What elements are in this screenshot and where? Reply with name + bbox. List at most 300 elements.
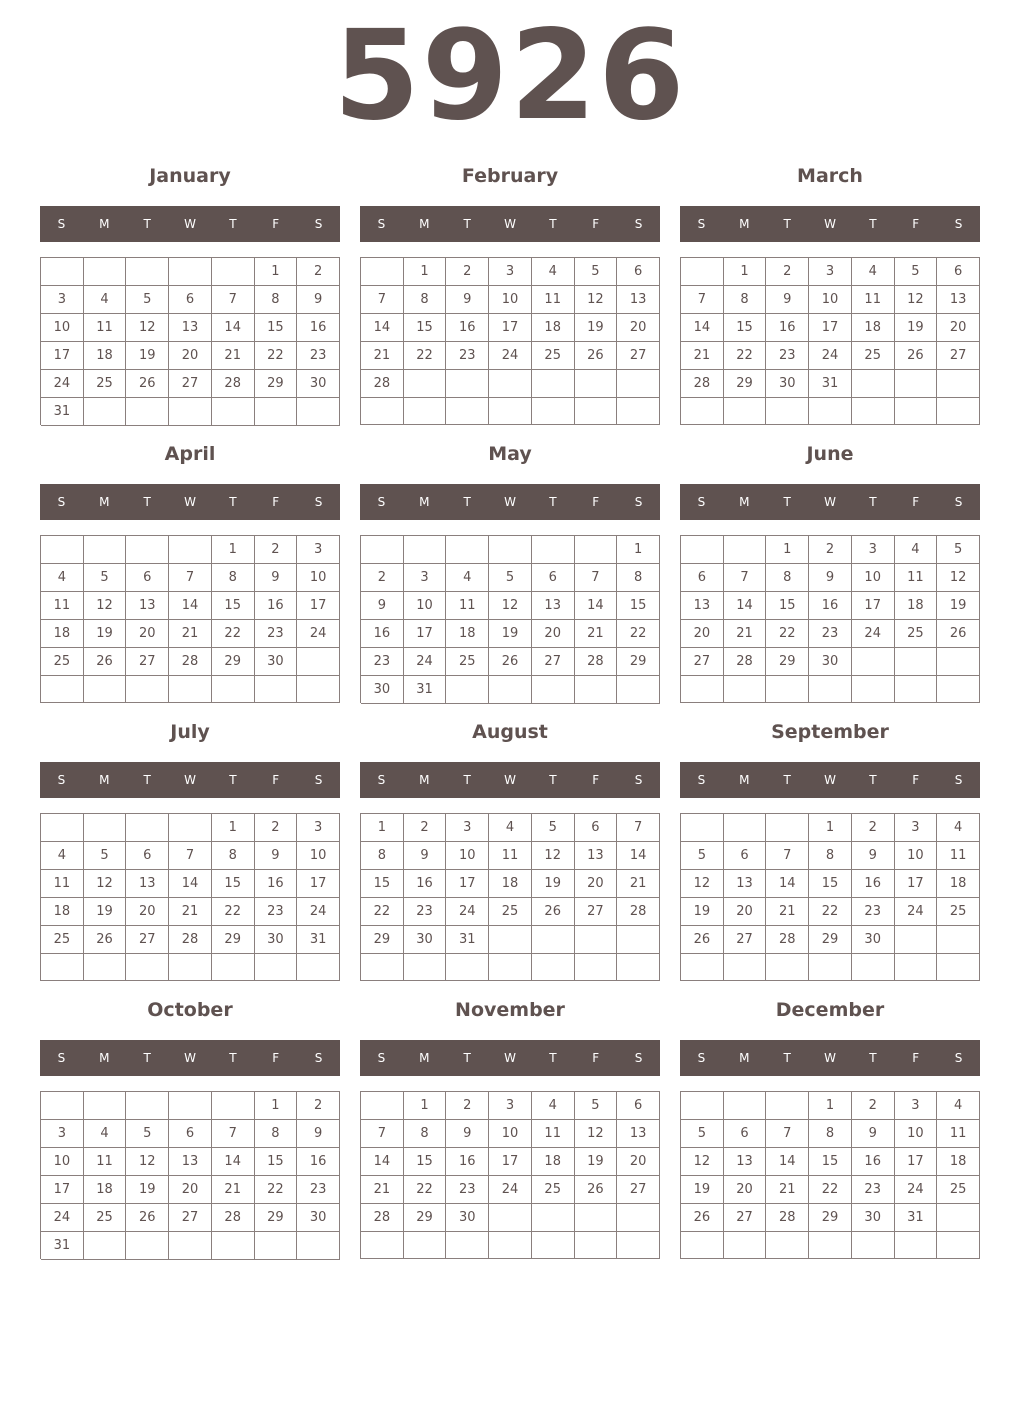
day-cell: 20 [937,314,980,342]
day-cell: 14 [212,1148,255,1176]
day-cell [852,676,895,703]
day-cell: 29 [212,926,255,954]
day-cell: 13 [169,314,212,342]
day-cell: 3 [809,258,852,286]
day-cell [766,954,809,981]
day-cell: 12 [532,842,575,870]
day-cell: 3 [297,536,340,564]
day-cell: 13 [724,1148,767,1176]
day-cell: 22 [255,342,298,370]
day-cell [169,676,212,703]
day-cell: 29 [255,1204,298,1232]
day-cell [809,676,852,703]
day-cell [895,648,938,676]
day-cell [489,1232,532,1259]
day-cell: 21 [724,620,767,648]
day-cell: 3 [41,286,84,314]
day-cell: 4 [532,258,575,286]
day-cell: 10 [41,1148,84,1176]
day-cell [852,370,895,398]
day-cell: 4 [937,1092,980,1120]
weekday-label: W [504,773,516,787]
day-cell [361,1232,404,1259]
day-grid [40,257,340,425]
day-cell: 5 [575,258,618,286]
day-cell [404,954,447,981]
day-cell: 12 [895,286,938,314]
day-cell: 23 [446,1176,489,1204]
day-cell [84,1232,127,1260]
day-cell [169,814,212,842]
day-cell: 25 [937,898,980,926]
day-cell [532,1204,575,1232]
day-cell: 1 [255,1092,298,1120]
day-cell: 17 [41,342,84,370]
day-cell: 24 [489,342,532,370]
day-cell: 18 [84,342,127,370]
day-cell: 18 [41,898,84,926]
day-cell: 2 [255,814,298,842]
day-cell [681,1092,724,1120]
day-cell: 9 [361,592,404,620]
day-cell: 1 [404,258,447,286]
day-cell: 4 [41,842,84,870]
day-cell: 21 [169,898,212,926]
day-cell: 8 [809,1120,852,1148]
day-cell: 15 [212,592,255,620]
day-cell: 12 [575,286,618,314]
weekday-label: F [272,1051,280,1065]
day-cell: 3 [489,258,532,286]
weekday-label: W [504,217,516,231]
day-cell: 30 [255,926,298,954]
day-cell: 8 [212,842,255,870]
day-cell: 19 [681,1176,724,1204]
day-cell: 16 [852,1148,895,1176]
day-cell: 25 [41,648,84,676]
day-cell [766,1232,809,1259]
day-cell [724,676,767,703]
day-cell: 16 [297,314,340,342]
day-cell: 6 [681,564,724,592]
weekday-header [680,1040,980,1076]
day-cell: 22 [809,1176,852,1204]
weekday-label: W [184,1051,196,1065]
day-cell: 7 [212,286,255,314]
day-cell: 29 [361,926,404,954]
weekday-label: T [143,495,151,509]
day-cell [681,814,724,842]
day-cell: 19 [489,620,532,648]
day-cell: 27 [724,1204,767,1232]
day-cell: 20 [575,870,618,898]
day-cell: 24 [895,898,938,926]
day-cell [724,954,767,981]
day-cell [41,1092,84,1120]
day-cell [255,1232,298,1260]
day-cell: 17 [404,620,447,648]
day-cell [681,536,724,564]
day-cell: 13 [681,592,724,620]
weekday-label: M [99,217,110,231]
weekday-header [360,762,660,798]
day-cell [489,370,532,398]
day-cell: 9 [255,564,298,592]
day-cell: 4 [446,564,489,592]
day-cell: 3 [41,1120,84,1148]
day-cell: 6 [532,564,575,592]
day-cell [41,814,84,842]
day-cell [575,398,618,425]
day-cell: 25 [895,620,938,648]
day-cell [895,954,938,981]
weekday-label: M [99,1051,110,1065]
day-cell [297,648,340,676]
day-cell: 11 [852,286,895,314]
day-cell [446,676,489,704]
day-cell: 8 [809,842,852,870]
day-cell [169,1232,212,1260]
day-cell: 18 [895,592,938,620]
day-cell: 13 [724,870,767,898]
month-name: January [149,165,231,187]
day-cell [617,1204,660,1232]
weekday-label: S [954,1051,963,1065]
day-grid [40,1091,340,1259]
day-cell: 1 [766,536,809,564]
day-cell: 13 [617,1120,660,1148]
day-cell [446,398,489,425]
day-cell [617,954,660,981]
day-cell: 8 [404,1120,447,1148]
day-cell [212,1232,255,1260]
day-cell: 26 [895,342,938,370]
day-cell [212,954,255,981]
day-cell [489,1204,532,1232]
day-cell: 17 [809,314,852,342]
day-cell: 6 [126,842,169,870]
day-cell: 22 [617,620,660,648]
day-cell: 21 [766,1176,809,1204]
weekday-label: M [419,217,430,231]
day-cell: 7 [617,814,660,842]
day-cell: 7 [575,564,618,592]
weekday-label: F [912,217,920,231]
weekday-label: S [377,495,386,509]
day-cell: 20 [126,898,169,926]
day-cell [169,536,212,564]
day-cell [404,536,447,564]
day-cell: 25 [41,926,84,954]
day-cell: 30 [297,1204,340,1232]
day-cell [297,398,340,426]
day-cell [575,1204,618,1232]
day-cell: 25 [489,898,532,926]
day-cell: 15 [617,592,660,620]
day-cell: 2 [766,258,809,286]
month-name: March [797,165,863,187]
weekday-label: S [314,495,323,509]
day-cell: 10 [446,842,489,870]
day-cell: 31 [404,676,447,704]
weekday-label: T [549,495,557,509]
day-cell: 4 [41,564,84,592]
weekday-label: S [57,217,66,231]
day-cell [852,954,895,981]
day-cell: 16 [255,592,298,620]
day-cell: 14 [361,1148,404,1176]
day-cell: 22 [212,620,255,648]
day-cell: 15 [724,314,767,342]
day-cell: 4 [84,286,127,314]
day-cell [489,676,532,704]
day-cell: 18 [532,314,575,342]
day-cell: 27 [575,898,618,926]
day-cell: 27 [724,926,767,954]
day-cell: 22 [255,1176,298,1204]
weekday-label: T [549,773,557,787]
day-cell: 7 [766,842,809,870]
day-cell: 14 [575,592,618,620]
weekday-label: F [592,1051,600,1065]
day-grid [360,257,660,425]
day-cell: 28 [361,370,404,398]
day-cell: 12 [489,592,532,620]
day-grid [680,257,980,425]
weekday-label: S [697,217,706,231]
day-cell: 21 [361,342,404,370]
weekday-label: F [592,773,600,787]
day-cell [895,676,938,703]
day-cell [255,676,298,703]
day-cell: 7 [361,1120,404,1148]
weekday-label: W [184,773,196,787]
day-cell: 29 [617,648,660,676]
day-cell: 12 [84,870,127,898]
day-cell: 21 [361,1176,404,1204]
day-cell [532,926,575,954]
day-cell: 18 [937,870,980,898]
day-cell: 12 [126,314,169,342]
day-cell: 24 [446,898,489,926]
weekday-label: W [504,495,516,509]
day-cell: 10 [489,286,532,314]
day-cell: 5 [126,1120,169,1148]
day-cell: 8 [724,286,767,314]
day-cell: 15 [404,1148,447,1176]
weekday-label: F [912,1051,920,1065]
weekday-label: T [229,495,237,509]
day-cell: 28 [169,648,212,676]
day-cell [404,370,447,398]
day-cell: 23 [852,1176,895,1204]
day-cell [575,926,618,954]
day-cell: 13 [937,286,980,314]
day-cell: 31 [297,926,340,954]
day-cell: 26 [126,1204,169,1232]
day-cell: 4 [852,258,895,286]
day-cell: 14 [361,314,404,342]
day-cell: 9 [404,842,447,870]
weekday-label: T [143,773,151,787]
day-cell [937,1204,980,1232]
day-cell: 25 [532,342,575,370]
day-cell: 25 [84,370,127,398]
day-cell: 26 [937,620,980,648]
day-cell: 6 [126,564,169,592]
day-cell: 15 [809,1148,852,1176]
day-cell: 3 [895,1092,938,1120]
weekday-label: M [739,495,750,509]
day-cell [361,398,404,425]
day-cell: 27 [169,370,212,398]
weekday-label: T [869,1051,877,1065]
day-cell: 16 [255,870,298,898]
day-cell: 8 [361,842,404,870]
day-cell [895,370,938,398]
day-cell: 25 [937,1176,980,1204]
day-cell [297,676,340,703]
day-cell: 20 [169,342,212,370]
day-cell: 5 [126,286,169,314]
day-cell: 13 [126,592,169,620]
weekday-label: W [184,495,196,509]
day-cell: 26 [126,370,169,398]
day-cell: 28 [766,926,809,954]
day-cell: 18 [532,1148,575,1176]
day-cell: 20 [617,1148,660,1176]
weekday-label: T [143,1051,151,1065]
day-cell [84,814,127,842]
day-cell [532,536,575,564]
day-cell: 2 [361,564,404,592]
weekday-label: F [272,495,280,509]
day-cell: 10 [297,842,340,870]
day-cell: 9 [446,1120,489,1148]
weekday-label: M [419,495,430,509]
day-cell: 24 [297,898,340,926]
day-cell [724,536,767,564]
day-cell [617,370,660,398]
day-cell: 10 [297,564,340,592]
day-cell: 11 [84,314,127,342]
day-cell: 20 [681,620,724,648]
day-cell [489,954,532,981]
weekday-label: T [783,495,791,509]
day-cell: 24 [404,648,447,676]
weekday-label: S [954,773,963,787]
day-cell: 9 [255,842,298,870]
day-cell: 6 [617,1092,660,1120]
day-cell: 26 [84,926,127,954]
day-cell: 28 [575,648,618,676]
day-cell: 13 [617,286,660,314]
day-cell: 12 [84,592,127,620]
day-cell: 27 [169,1204,212,1232]
day-cell [212,1092,255,1120]
day-cell: 14 [617,842,660,870]
day-cell: 2 [446,258,489,286]
day-cell [212,398,255,426]
day-cell: 27 [617,342,660,370]
day-cell: 16 [404,870,447,898]
day-cell: 25 [446,648,489,676]
day-cell: 15 [404,314,447,342]
day-cell [297,954,340,981]
day-cell: 5 [84,564,127,592]
day-cell: 9 [297,1120,340,1148]
day-cell: 28 [212,370,255,398]
day-cell: 11 [446,592,489,620]
weekday-header [680,206,980,242]
day-cell: 12 [681,1148,724,1176]
day-cell [681,954,724,981]
day-cell: 17 [446,870,489,898]
day-cell [681,1232,724,1259]
day-cell: 6 [169,1120,212,1148]
day-cell: 24 [297,620,340,648]
weekday-label: F [592,495,600,509]
day-cell: 28 [169,926,212,954]
day-cell [724,1232,767,1259]
weekday-label: T [549,1051,557,1065]
day-cell [446,1232,489,1259]
day-cell [809,1232,852,1259]
day-cell: 9 [852,842,895,870]
weekday-label: M [99,495,110,509]
day-cell [532,398,575,425]
day-cell: 16 [809,592,852,620]
weekday-label: S [377,773,386,787]
day-cell [361,1092,404,1120]
day-cell: 21 [617,870,660,898]
day-cell: 1 [212,536,255,564]
day-cell: 5 [532,814,575,842]
day-cell: 5 [681,1120,724,1148]
day-cell [724,814,767,842]
weekday-label: S [697,773,706,787]
day-cell: 7 [212,1120,255,1148]
day-cell [489,926,532,954]
day-cell: 29 [212,648,255,676]
day-cell: 20 [724,1176,767,1204]
day-cell [126,1232,169,1260]
day-cell: 30 [852,1204,895,1232]
day-cell: 20 [724,898,767,926]
weekday-label: S [314,217,323,231]
day-cell: 1 [404,1092,447,1120]
day-cell: 15 [766,592,809,620]
day-cell [681,258,724,286]
day-grid [680,535,980,703]
weekday-label: W [824,217,836,231]
day-cell: 16 [766,314,809,342]
weekday-label: T [463,217,471,231]
day-cell: 17 [297,870,340,898]
day-cell: 11 [41,592,84,620]
day-cell: 19 [532,870,575,898]
day-cell: 4 [937,814,980,842]
day-cell: 23 [852,898,895,926]
weekday-label: T [463,773,471,787]
day-cell: 20 [126,620,169,648]
day-cell: 8 [212,564,255,592]
weekday-label: M [419,1051,430,1065]
day-cell: 30 [404,926,447,954]
day-grid [360,1091,660,1259]
day-cell: 11 [532,286,575,314]
month-name: April [164,443,216,465]
